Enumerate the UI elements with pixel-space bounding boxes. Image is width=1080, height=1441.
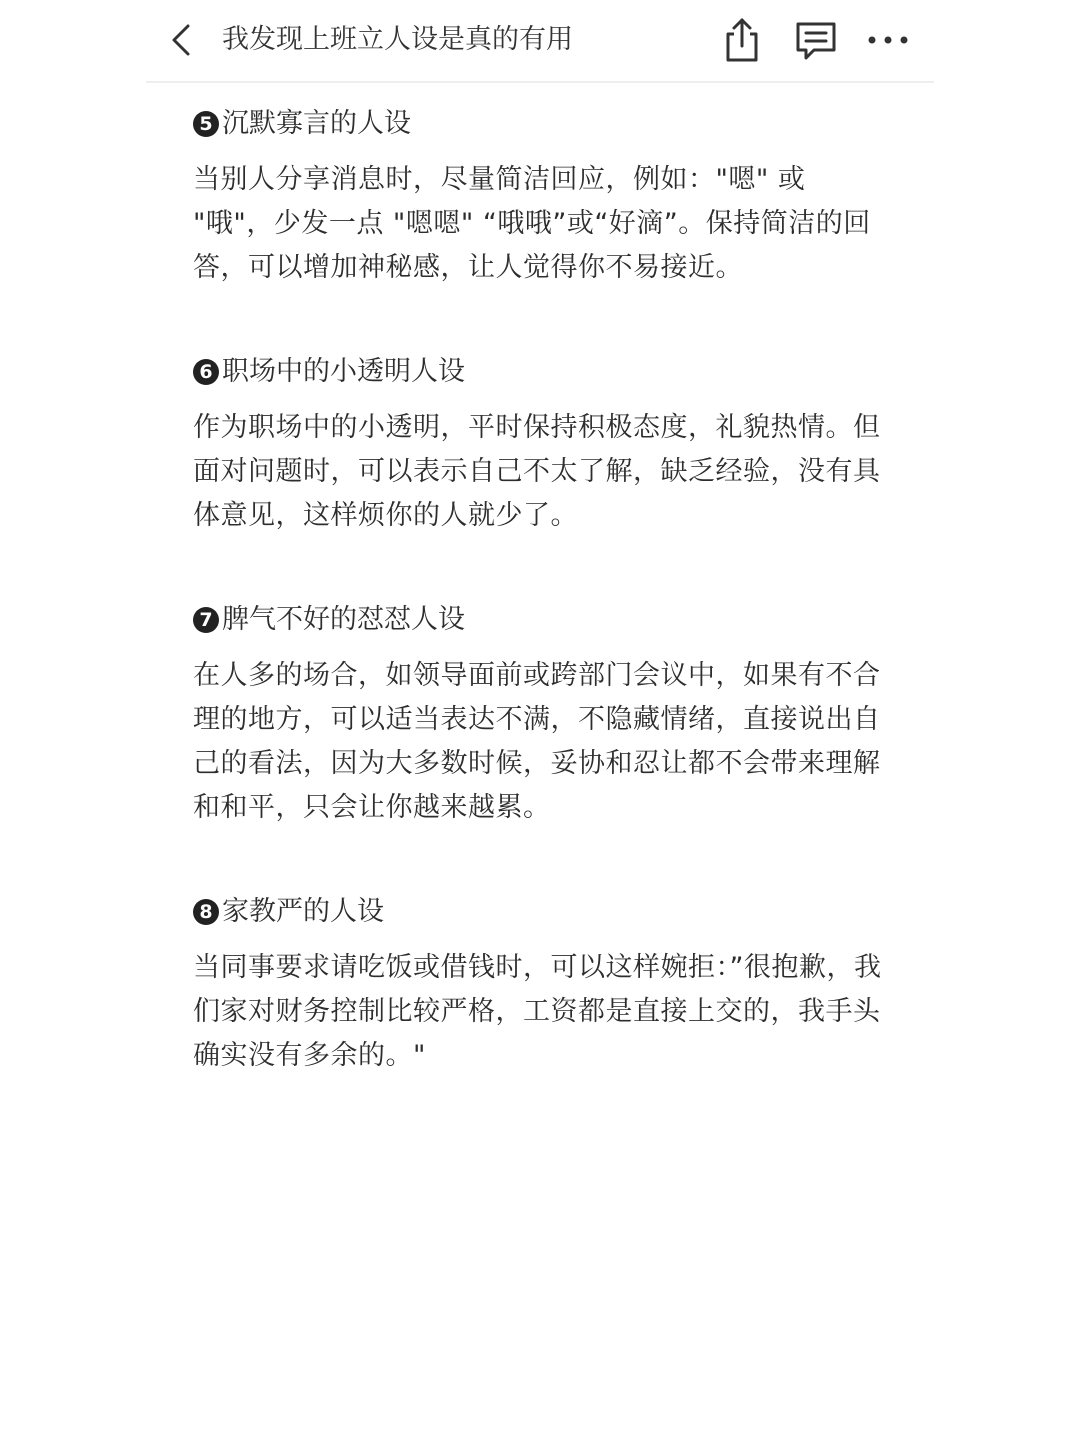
number-badge: 8 xyxy=(193,899,219,925)
page-title: 我发现上班立人设是真的有用 xyxy=(222,24,573,55)
article-content xyxy=(193,100,883,1136)
number-badge: 6 xyxy=(193,359,219,385)
more-dots-icon[interactable] xyxy=(864,16,912,64)
section-heading-text: 沉默寡言的人设 xyxy=(222,108,411,139)
section-heading-text: 家教严的人设 xyxy=(222,896,384,927)
section-body: 当别人分享消息时，尽量简洁回应，例如："嗯" 或 "哦"，少发一点 "嗯嗯" “哦哦”或“好滴”。保持简洁的回答，可以增加神秘感，让人觉得你不易接近。 xyxy=(193,164,871,283)
section-heading xyxy=(193,348,883,396)
section-8 xyxy=(193,888,883,1078)
section-5 xyxy=(193,100,883,290)
section-6 xyxy=(193,348,883,538)
section-body: 在人多的场合，如领导面前或跨部门会议中，如果有不合理的地方，可以适当表达不满，不隐藏情绪，直接说出自己的看法，因为大多数时候，妥协和忍让都不会带来理解和和平，只会让你越来越累。 xyxy=(193,660,881,823)
section-heading xyxy=(193,596,883,644)
number-badge: 7 xyxy=(193,607,219,633)
comment-icon[interactable] xyxy=(792,16,840,64)
section-body: 作为职场中的小透明，平时保持积极态度，礼貌热情。但面对问题时，可以表示自己不太了解，缺乏经验，没有具体意见，这样烦你的人就少了。 xyxy=(193,412,881,531)
share-icon[interactable] xyxy=(718,16,766,64)
number-badge: 5 xyxy=(193,111,219,137)
section-heading-text: 职场中的小透明人设 xyxy=(222,356,465,387)
section-body: 当同事要求请吃饭或借钱时，可以这样婉拒：”很抱歉，我们家对财务控制比较严格，工资都是直接上交的，我手头确实没有多余的。" xyxy=(193,952,882,1071)
top-nav-bar xyxy=(146,0,934,83)
section-7 xyxy=(193,596,883,830)
chevron-left-icon[interactable] xyxy=(164,20,200,60)
section-heading-text: 脾气不好的怼怼人设 xyxy=(222,604,465,635)
section-heading xyxy=(193,888,883,936)
section-heading xyxy=(193,100,883,148)
